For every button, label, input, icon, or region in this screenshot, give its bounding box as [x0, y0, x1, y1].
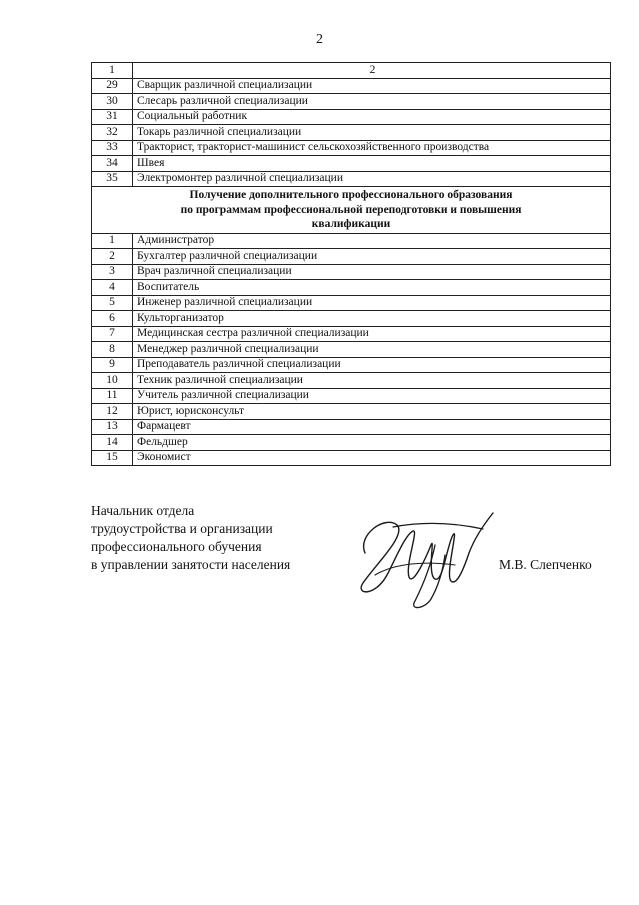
table-row [92, 109, 611, 125]
table-row [92, 326, 611, 342]
section-title-line: по программам профессиональной переподготовки и повышения [180, 203, 522, 216]
handwritten-signature [335, 505, 505, 615]
table-row [92, 295, 611, 311]
profession-name: Воспитатель [133, 280, 611, 296]
table-row [92, 264, 611, 280]
professions-table [91, 62, 611, 466]
table-row [92, 357, 611, 373]
row-number: 9 [92, 357, 133, 373]
profession-name: Экономист [133, 450, 611, 466]
row-number: 13 [92, 419, 133, 435]
row-number: 33 [92, 140, 133, 156]
profession-name: Администратор [133, 233, 611, 249]
profession-name: Врач различной специализации [133, 264, 611, 280]
row-number: 14 [92, 435, 133, 451]
profession-name: Культорганизатор [133, 311, 611, 327]
signer-position [91, 502, 290, 574]
profession-name: Преподаватель различной специализации [133, 357, 611, 373]
table-row [92, 94, 611, 110]
row-number: 30 [92, 94, 133, 110]
row-number: 31 [92, 109, 133, 125]
table-row [92, 233, 611, 249]
row-number: 5 [92, 295, 133, 311]
table-row [92, 156, 611, 172]
table-row [92, 342, 611, 358]
row-number: 1 [92, 233, 133, 249]
row-number: 3 [92, 264, 133, 280]
profession-name: Инженер различной специализации [133, 295, 611, 311]
section-header-row [92, 187, 611, 234]
table-row [92, 171, 611, 187]
table-row [92, 373, 611, 389]
profession-name: Электромонтер различной специализации [133, 171, 611, 187]
row-number: 32 [92, 125, 133, 141]
row-number: 10 [92, 373, 133, 389]
signer-name: М.В. Слепченко [499, 557, 592, 572]
profession-name: Сварщик различной специализации [133, 78, 611, 94]
row-number: 8 [92, 342, 133, 358]
profession-name: Социальный работник [133, 109, 611, 125]
profession-name: Юрист, юрисконсульт [133, 404, 611, 420]
table-row [92, 249, 611, 265]
row-number: 12 [92, 404, 133, 420]
signer-position-line: профессионального обучения [91, 539, 262, 554]
signer-position-line: в управлении занятости населения [91, 557, 291, 572]
section-title-line: Получение дополнительного профессионального образования [189, 189, 513, 201]
table-row [92, 419, 611, 435]
profession-name: Техник различной специализации [133, 373, 611, 389]
professions-table-body [92, 63, 611, 466]
signer-position-line: Начальник отдела [91, 503, 195, 518]
table-row [92, 125, 611, 141]
table-row [92, 388, 611, 404]
row-number: 4 [92, 280, 133, 296]
signer-position-line: трудоустройства и организации [91, 521, 273, 536]
row-number: 34 [92, 156, 133, 172]
row-number: 15 [92, 450, 133, 466]
table-row [92, 404, 611, 420]
profession-name: Медицинская сестра различной специализации [133, 326, 611, 342]
profession-name: Токарь различной специализации [133, 125, 611, 141]
table-row [92, 140, 611, 156]
page-number: 2 [316, 32, 323, 47]
profession-name: Швея [133, 156, 611, 172]
table-row [92, 450, 611, 466]
table-row [92, 280, 611, 296]
section-title [92, 187, 611, 234]
table-header-row [92, 63, 611, 79]
row-number: 35 [92, 171, 133, 187]
profession-name: Слесарь различной специализации [133, 94, 611, 110]
row-number: 2 [92, 249, 133, 265]
row-number: 6 [92, 311, 133, 327]
table-row [92, 311, 611, 327]
column-name-header: 2 [133, 63, 611, 79]
row-number: 29 [92, 78, 133, 94]
profession-name: Учитель различной специализации [133, 388, 611, 404]
row-number: 11 [92, 388, 133, 404]
row-number: 7 [92, 326, 133, 342]
profession-name: Менеджер различной специализации [133, 342, 611, 358]
profession-name: Фармацевт [133, 419, 611, 435]
table-row [92, 435, 611, 451]
profession-name: Бухгалтер различной специализации [133, 249, 611, 265]
table-row [92, 78, 611, 94]
profession-name: Фельдшер [133, 435, 611, 451]
profession-name: Тракторист, тракторист-машинист сельскохозяйственного производства [133, 140, 611, 156]
column-number-header: 1 [92, 63, 133, 79]
section-title-line: квалификации [311, 218, 391, 230]
